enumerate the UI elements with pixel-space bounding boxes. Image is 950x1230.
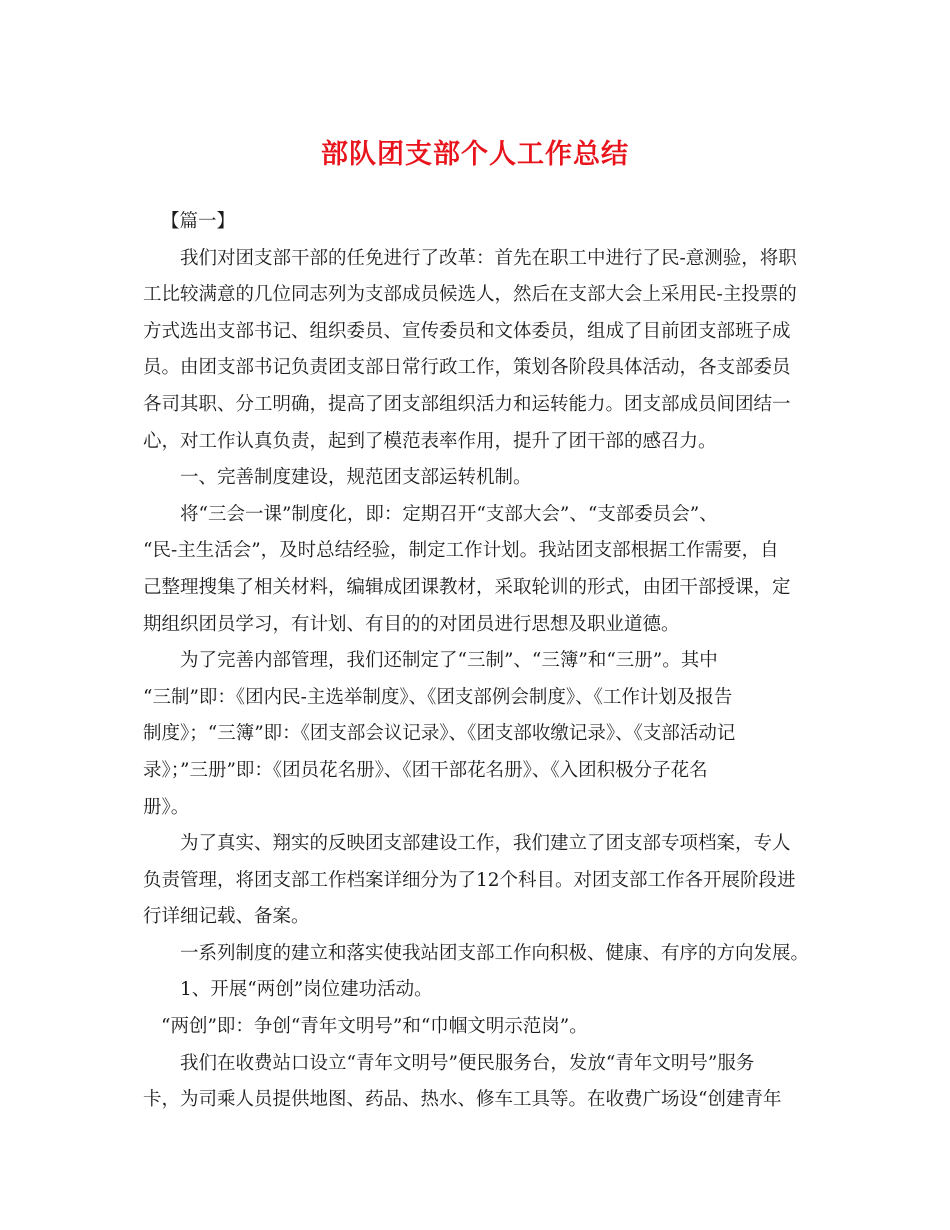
paragraph-line: 为了真实、翔实的反映团支部建设工作，我们建立了团支部专项档案，专人 <box>180 833 791 855</box>
paragraph-line: 录》；”三册”即：《团员花名册》、《团干部花名册》、《入团积极分子花名 <box>143 759 708 781</box>
paragraph-line: 心，对工作认真负责，起到了模范表率作用，提升了团干部的感召力。 <box>143 430 717 452</box>
paragraph-line: 行详细记载、备案。 <box>143 906 310 928</box>
paragraph-line: 负责管理，将团支部工作档案详细分为了12个科目。对团支部工作各开展阶段进 <box>143 869 796 891</box>
paragraph-line: 工比较满意的几位同志列为支部成员候选人，然后在支部大会上采用民-主投票的 <box>143 284 797 306</box>
paragraph-line: 我们对团支部干部的任免进行了改革：首先在职工中进行了民-意测验，将职 <box>180 247 797 269</box>
paragraph-line: 【篇一】 <box>161 211 236 232</box>
paragraph-line: 卡，为司乘人员提供地图、药品、热水、修车工具等。在收费广场设“创建青年 <box>143 1089 782 1111</box>
paragraph-line: 员。由团支部书记负责团支部日常行政工作，策划各阶段具体活动，各支部委员 <box>143 357 791 379</box>
paragraph-line: 将“三会一课”制度化，即：定期召开“支部大会”、“支部委员会”、 <box>180 503 718 525</box>
paragraph-line: 我们在收费站口设立“青年文明号”便民服务台，发放“青年文明号”服务 <box>180 1052 755 1074</box>
paragraph-line: 1、开展“两创”岗位建功活动。 <box>180 979 433 1001</box>
document-body <box>143 204 810 1119</box>
paragraph-line: 册》。 <box>143 796 190 818</box>
paragraph-line: “两创”即：争创“青年文明号”和“巾帼文明示范岗”。 <box>161 1016 588 1038</box>
paragraph-line: 各司其职、分工明确，提高了团支部组织活力和运转能力。团支部成员间团结一 <box>143 393 791 415</box>
paragraph-line: 己整理搜集了相关材料，编辑成团课教材，采取轮训的形式，由团干部授课，定 <box>143 576 791 598</box>
document-title: 部队团支部个人工作总结 <box>321 139 629 170</box>
paragraph-line: “民-主生活会”，及时总结经验，制定工作计划。我站团支部根据工作需要，自 <box>143 540 779 562</box>
paragraph-line: “三制”即：《团内民-主选举制度》、《团支部例会制度》、《工作计划及报告 <box>143 686 733 708</box>
paragraph-line: 一、完善制度建设，规范团支部运转机制。 <box>180 467 532 489</box>
paragraph-line: 一系列制度的建立和落实使我站团支部工作向积极、健康、有序的方向发展。 <box>180 942 810 964</box>
paragraph-line: 方式选出支部书记、组织委员、宣传委员和文体委员，组成了目前团支部班子成 <box>143 320 791 342</box>
paragraph-line: 制度》；“三簿”即：《团支部会议记录》、《团支部收缴记录》、《支部活动记 <box>143 723 736 745</box>
paragraph-line: 为了完善内部管理，我们还制定了“三制”、“三簿”和“三册”。其中 <box>180 650 718 672</box>
paragraph-line: 期组织团员学习，有计划、有目的的对团员进行思想及职业道德。 <box>143 613 680 635</box>
